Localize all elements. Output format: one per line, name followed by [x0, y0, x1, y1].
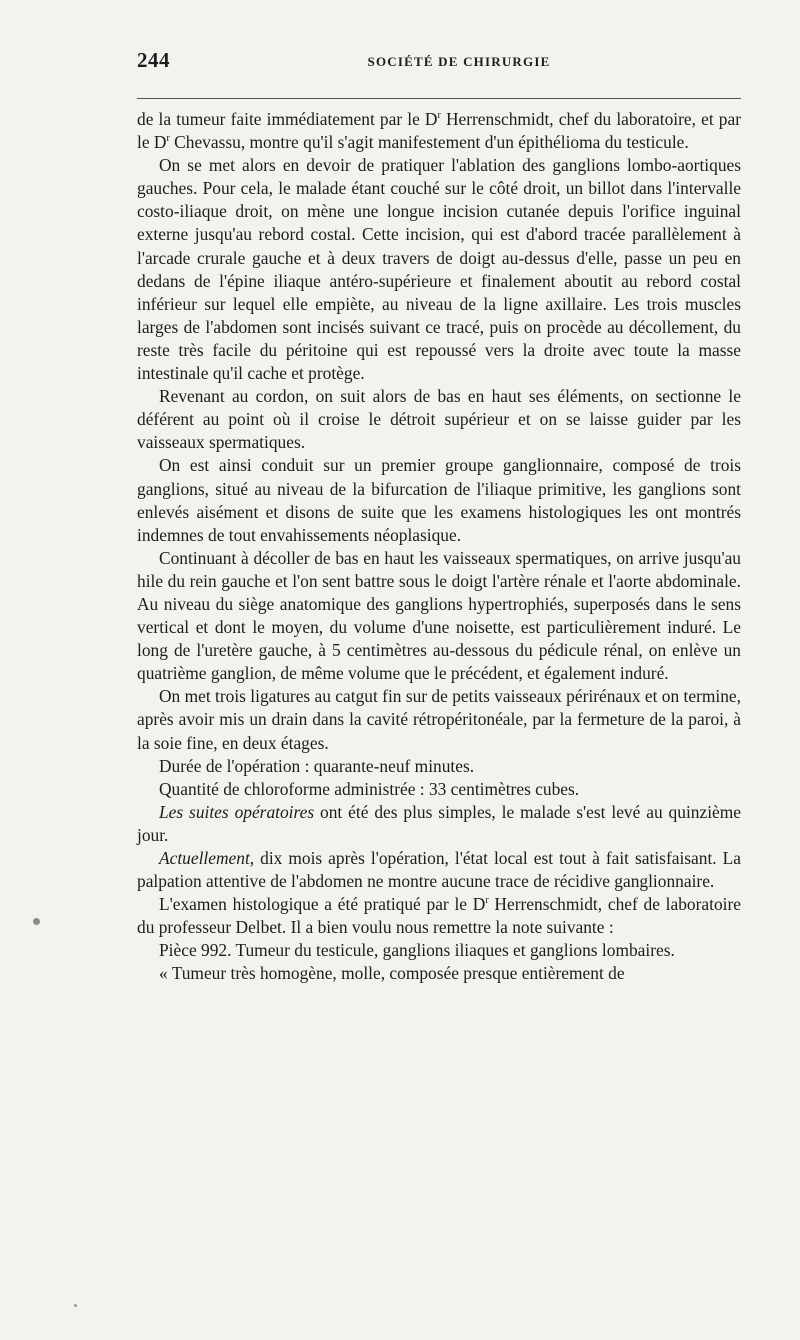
paragraph-text: Herrenschmidt, chef de laboratoire du professeur Delbet. Il a bien voulu nous remettre la note suivante : [137, 894, 742, 938]
paragraph-text: L'examen histologique a été pratiqué par le D [159, 894, 486, 915]
paragraph-7: Durée de l'opération : quarante-neuf minutes. [159, 755, 475, 776]
superscript: r [485, 895, 489, 907]
paragraph-4: On est ainsi conduit sur un premier groupe ganglionnaire, composé de trois ganglions, situé au niveau de la bifurcation de l'iliaque primitive, les ganglions sont enlevés aisément et disons de suite que les examens histologiques les ont montrés indemnes de tout envahissements néoplasique. [137, 455, 741, 545]
ink-speck [33, 918, 40, 925]
paragraph-1 [137, 108, 741, 154]
paragraph-text: , dix mois après l'opération, l'état local est tout à fait satisfaisant. La palpation attentive de l'abdomen ne montre aucune trace de récidive ganglionnaire. [137, 848, 741, 892]
paragraph-9 [137, 801, 741, 847]
running-title: SOCIÉTÉ DE CHIRURGIE [367, 54, 551, 69]
paragraph-text: ont été des plus simples, le malade s'est levé au quinzième jour. [137, 801, 741, 845]
paragraph-text: de la tumeur faite immédiatement par le D [137, 109, 438, 129]
page-number: 244 [137, 48, 170, 72]
paragraph-text: Chevassu, montre qu'il s'agit manifestement d'un épithélioma du testicule. [169, 132, 689, 153]
paragraph-6: On met trois ligatures au catgut fin sur de petits vaisseaux périrénaux et on termine, après avoir mis un drain dans la cavité rétropéritonéale, par la fermeture de la paroi, à la soie fine, en deux étages. [137, 686, 741, 753]
page-header [137, 48, 741, 78]
paragraph-10 [137, 847, 741, 893]
ink-speck [74, 1304, 77, 1307]
paragraph-3: Revenant au cordon, on suit alors de bas en haut ses éléments, on sectionne le déférent au point où il croise le détroit supérieur et on se laisse guider par les vaisseaux spermatiques. [137, 386, 741, 453]
paragraph-13: « Tumeur très homogène, molle, composée presque entièrement de [159, 963, 625, 984]
superscript: r [437, 110, 441, 122]
header-rule [137, 98, 741, 99]
body-text [137, 108, 741, 986]
paragraph-5: Continuant à décoller de bas en haut les vaisseaux spermatiques, on arrive jusqu'au hile du rein gauche et l'on sent battre sous le doigt l'artère rénale et l'aorte abdominale. Au niveau du siège anatomique des ganglions hypertrophiés, superposés dans le sens vertical et dont le moyen, du volume d'une noisette, est particulièrement induré. Le long de l'uretère gauche, à 5 centimètres au-dessous du pédicule rénal, on enlève un quatrième ganglion, de même volume que le précédent, et également induré. [137, 547, 741, 684]
paragraph-2: On se met alors en devoir de pratiquer l'ablation des ganglions lombo-aortiques gauches. Pour cela, le malade étant couché sur le côté droit, un billot dans l'intervalle costo-iliaque droit, on mène une longue incision cutanée depuis l'orifice inguinal externe jusqu'au rebord costal. Cette incision, qui est d'abord tracée parallèlement à l'arcade crurale gauche et à deux travers de doigt au-dessus d'elle, passe un peu en dedans de l'épine iliaque antéro-supérieure et finalement aboutit au rebord costal inférieur sur lequel elle empiète, au niveau de la ligne axillaire. Les trois muscles larges de l'abdomen sont incisés suivant ce tracé, puis on procède au décollement, du reste très facile du péritoine qui est repoussé vers la droite avec toute la masse intestinale qu'il cache et protège. [137, 155, 741, 384]
paragraph-8: Quantité de chloroforme administrée : 33 centimètres cubes. [159, 778, 580, 799]
superscript: r [166, 133, 170, 145]
paragraph-11 [137, 893, 741, 939]
paragraph-text: Herrenschmidt, chef du laboratoire, et par le D [137, 109, 742, 153]
italic-text: Actuellement [159, 848, 250, 868]
italic-text: Les suites opératoires [159, 801, 315, 822]
paragraph-12: Pièce 992. Tumeur du testicule, ganglions iliaques et ganglions lombaires. [159, 940, 675, 961]
